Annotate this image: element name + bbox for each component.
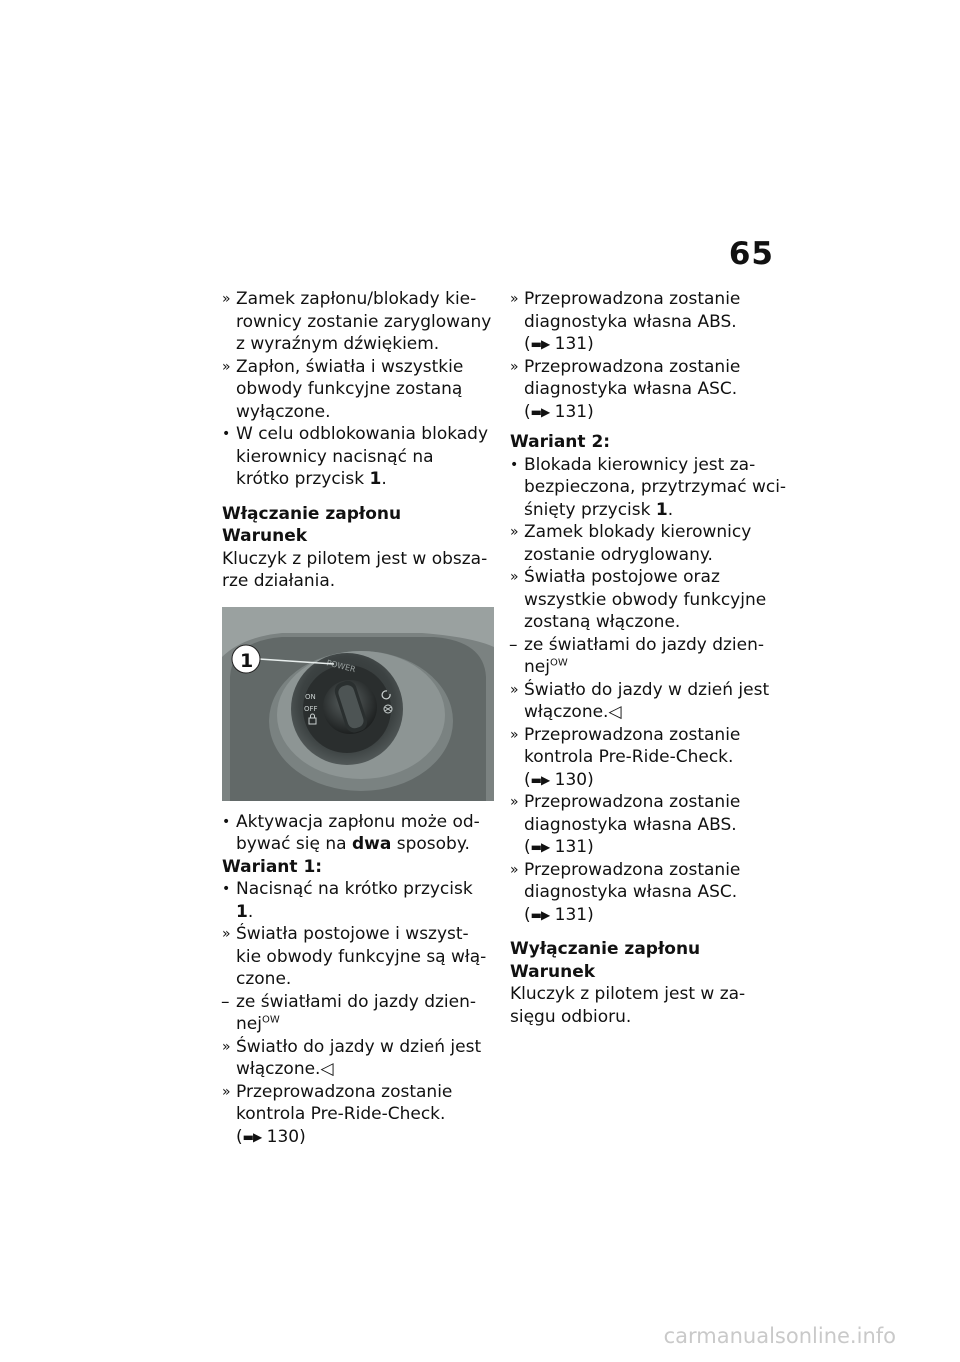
- button-reference: 1: [369, 469, 382, 489]
- item-text: Blokada kierownicy jest za-bezpieczona, przytrzymać wci-śnięty przycisk: [524, 454, 787, 520]
- dash-marker: –: [221, 991, 230, 1012]
- bullet-marker: •: [222, 813, 231, 830]
- page-reference[interactable]: (▬▶ 131): [524, 837, 594, 857]
- item-text: .: [247, 901, 254, 922]
- ignition-switch-illustration: [222, 607, 494, 801]
- item-text: .: [667, 499, 674, 520]
- list-item: [222, 1081, 492, 1149]
- list-item: [510, 679, 790, 724]
- item-text: Przeprowadzona zostanie kontrola Pre-Ride-Check.: [524, 724, 741, 767]
- arrow-right-icon: ▬▶: [530, 840, 550, 854]
- result-marker: »: [510, 569, 519, 585]
- list-item: [510, 634, 790, 679]
- section-heading: Włączanie zapłonu: [222, 503, 402, 524]
- list-item: [510, 356, 790, 424]
- item-text: ze światłami do jazdy dzien-nej: [524, 634, 765, 677]
- condition-text: Kluczyk z pilotem jest w obsza-rze działania.: [222, 548, 488, 591]
- section-heading: Wyłączanie zapłonu: [510, 939, 701, 959]
- page-reference[interactable]: (▬▶ 131): [524, 401, 594, 422]
- list-item: [222, 811, 492, 856]
- page-reference[interactable]: (▬▶ 131): [524, 334, 594, 354]
- item-text: Przeprowadzona zostanie kontrola Pre-Ride-Check.: [236, 1081, 453, 1124]
- item-text: Przeprowadzona zostanie diagnostyka własna ASC.: [524, 356, 741, 399]
- list-item: [510, 288, 790, 356]
- page-reference[interactable]: (▬▶ 130): [524, 769, 594, 790]
- item-text: Światła postojowe oraz wszystkie obwody funkcyjne zostaną włączone.: [524, 567, 767, 632]
- on-label: ON: [305, 692, 316, 701]
- result-marker: »: [510, 681, 519, 698]
- subsection-heading: Warunek: [510, 961, 596, 982]
- page-reference[interactable]: (▬▶ 130): [236, 1126, 306, 1147]
- result-marker: »: [510, 726, 519, 743]
- watermark: carmanualsonline.info: [663, 1324, 896, 1348]
- list-item: [510, 566, 790, 634]
- item-text: Światło do jazdy w dzień jest włączone.◁: [524, 679, 770, 722]
- list-item: [222, 356, 492, 424]
- off-label: OFF: [304, 704, 318, 713]
- item-text: W celu odblokowania blokady kierownicy nacisnąć na krótko przycisk: [236, 424, 489, 489]
- condition-text: Kluczyk z pilotem jest w za-sięgu odbioru.: [510, 984, 746, 1027]
- list-item: [222, 878, 492, 923]
- power-label: POWER: [325, 657, 357, 674]
- bullet-marker: •: [222, 426, 231, 442]
- item-text: sposoby.: [391, 834, 470, 854]
- arrow-right-icon: ▬▶: [530, 907, 550, 922]
- result-marker: »: [510, 794, 519, 810]
- list-item: [222, 923, 492, 991]
- subsection-heading: Warunek: [222, 526, 308, 546]
- right-column: [510, 288, 790, 1028]
- item-text: Zamek zapłonu/blokady kie-rownicy zostanie zaryglowany z wyraźnym dźwiękiem.: [236, 289, 492, 354]
- item-text: .: [381, 469, 387, 489]
- result-marker: »: [510, 291, 519, 307]
- arrow-right-icon: ▬▶: [530, 337, 550, 351]
- list-item: [510, 791, 790, 859]
- left-column: [222, 288, 492, 1148]
- list-item: [222, 288, 492, 356]
- arrow-right-icon: ▬▶: [530, 772, 550, 787]
- item-text: Zapłon, światła i wszystkie obwody funkcyjne zostaną wyłączone.: [236, 356, 464, 422]
- result-marker: »: [222, 926, 231, 942]
- item-text: ze światłami do jazdy dzien-nej: [236, 991, 477, 1034]
- ignition-switch-photo: [222, 607, 494, 801]
- list-item: [222, 423, 492, 491]
- page-number: 65: [728, 236, 774, 272]
- variant-heading: Wariant 1:: [222, 856, 323, 877]
- arrow-right-icon: ▬▶: [530, 404, 550, 419]
- item-text: Światło do jazdy w dzień jest włączone.◁: [236, 1036, 482, 1079]
- result-marker: »: [222, 1083, 231, 1100]
- list-item: [222, 1036, 492, 1081]
- result-marker: »: [222, 291, 231, 307]
- item-text: Zamek blokady kierownicy zostanie odryglowany.: [524, 522, 752, 565]
- bullet-marker: •: [510, 456, 519, 473]
- arrow-right-icon: ▬▶: [242, 1129, 262, 1144]
- result-marker: »: [510, 524, 519, 540]
- variant-heading: Wariant 2:: [510, 432, 611, 452]
- list-item: [510, 521, 790, 566]
- dash-marker: –: [509, 634, 518, 655]
- item-text: Przeprowadzona zostanie diagnostyka własna ABS.: [524, 792, 741, 835]
- item-text: Przeprowadzona zostanie diagnostyka własna ASC.: [524, 859, 741, 902]
- option-superscript: OW: [549, 657, 568, 669]
- page-reference[interactable]: (▬▶ 131): [524, 904, 594, 925]
- list-item: [510, 859, 790, 927]
- list-item: [510, 454, 790, 522]
- item-text: Przeprowadzona zostanie diagnostyka własna ABS.: [524, 289, 741, 332]
- bullet-marker: •: [222, 881, 231, 897]
- button-reference: 1: [655, 499, 668, 520]
- result-marker: »: [222, 1038, 231, 1055]
- option-superscript: OW: [261, 1014, 280, 1026]
- item-text: Nacisnąć na krótko przycisk: [236, 879, 473, 899]
- result-marker: »: [510, 358, 519, 375]
- button-reference: 1: [236, 901, 248, 922]
- callout-number: 1: [240, 649, 254, 672]
- list-item: [510, 724, 790, 792]
- item-text: Aktywacja zapłonu może od-bywać się na: [236, 811, 480, 854]
- emphasis-text: dwa: [351, 834, 392, 854]
- item-text: Światła postojowe i wszyst-kie obwody funkcyjne są włą-czone.: [236, 924, 487, 989]
- list-item: [222, 991, 492, 1036]
- result-marker: »: [510, 861, 519, 878]
- result-marker: »: [222, 358, 231, 375]
